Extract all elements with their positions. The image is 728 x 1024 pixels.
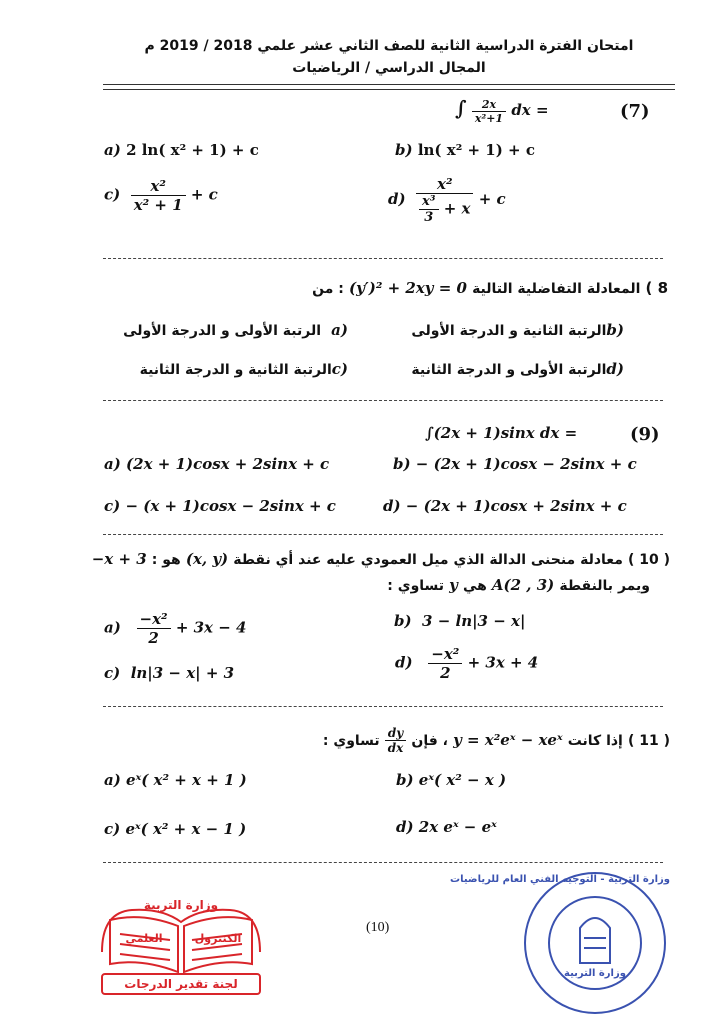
q7-option-a[interactable]: a) 2 ln( x² + 1) + c [104, 141, 259, 159]
q10-stem-line2: ويمر بالنقطة A(2 , 3) هي y تساوي : [387, 576, 650, 594]
grading-committee-stamp [92, 892, 270, 1004]
q9-stem: ∫(2x + 1)sinx dx = [425, 424, 578, 442]
q11-option-d[interactable]: d) 2x eˣ − eˣ [396, 818, 497, 836]
header-divider [103, 84, 675, 90]
q9-option-a[interactable]: a) (2x + 1)cosx + 2sinx + c [104, 455, 330, 473]
stamp-top-text: وزارة التربية [143, 898, 219, 912]
exam-title: امتحان الفترة الدراسية الثانية للصف الثاني عشر علمي 2018 / 2019 م [144, 38, 634, 54]
q10-option-a[interactable]: a) $\frac{\text{−x²}}{2}$ + 3x − 4 [104, 610, 247, 647]
q8-option-a[interactable]: الرتبة الأولى و الدرجة الأولى a) [123, 321, 348, 339]
q8-option-c[interactable]: الرتبة الثانية و الدرجة الثانيةc) [139, 360, 348, 378]
q7-stem: ∫ $\frac{2x}{\text{x²+1}}$ dx = [455, 96, 549, 125]
q11-stem: ( 11 ) إذا كانت y = x²eˣ − xeˣ ، فإن $\frac{dy}{dx}$ تساوي : [322, 726, 670, 755]
q8-stem: 8 ) المعادلة التفاضلية التالية (y′)² + 2xy = 0 : من [312, 279, 668, 297]
divider [103, 258, 663, 259]
q10-stem-line1: ( 10 ) معادلة منحنى الدالة الذي ميل العمودي عليه عند أي نقطة (x, y) هو : −x + 3 [91, 550, 670, 568]
math-supervision-stamp [450, 868, 670, 1018]
q8-option-d[interactable]: الرتبة الأولى و الدرجة الثانيةd) [411, 360, 624, 378]
q11-option-a[interactable]: a) eˣ( x² + x + 1 ) [104, 771, 247, 789]
q11-option-c[interactable]: c) eˣ( x² + x − 1 ) [104, 820, 247, 838]
seal-icon [450, 868, 670, 1018]
page-number: (10) [366, 920, 390, 935]
stamp-book-text-2: العلمي [125, 932, 163, 945]
q11-option-b[interactable]: b) eˣ( x² − x ) [396, 771, 507, 789]
stamp-bottom-text: لجنة تقدير الدرجات [124, 977, 238, 991]
q7-option-d[interactable]: d) x² $\frac{\text{x³}}{3}$ + x + c [388, 175, 506, 225]
subject-line: المجال الدراسي / الرياضيات [292, 60, 486, 76]
stamp-book-text-1: الكنترول [194, 932, 242, 945]
seal-ring-text: وزارة التربية - التوجيه الفني العام للرياضيات [450, 874, 670, 885]
q7-option-c[interactable]: c) $\frac{\text{x²}}{\text{x² + 1}}$ + c [104, 177, 218, 214]
q10-option-d[interactable]: d) $\frac{\text{−x²}}{2}$ + 3x + 4 [395, 645, 539, 682]
q10-option-c[interactable]: c) ln|3 − x| + 3 [104, 664, 235, 682]
divider [103, 534, 663, 535]
seal-inner-text: وزارة التربية [564, 968, 626, 979]
q9-option-b[interactable]: b) − (2x + 1)cosx − 2sinx + c [393, 455, 637, 473]
q9-option-c[interactable]: c) − (x + 1)cosx − 2sinx + c [104, 497, 336, 515]
divider [103, 862, 663, 863]
q9-number: (9) [630, 424, 660, 445]
q9-option-d[interactable]: d) − (2x + 1)cosx + 2sinx + c [383, 497, 627, 515]
divider [103, 400, 663, 401]
q7-number: (7) [620, 101, 650, 122]
q10-option-b[interactable]: b) 3 − ln|3 − x| [394, 612, 526, 630]
q7-option-b[interactable]: b) ln( x² + 1) + c [395, 141, 535, 159]
q8-option-b[interactable]: الرتبة الثانية و الدرجة الأولىb) [411, 321, 624, 339]
divider [103, 706, 663, 707]
